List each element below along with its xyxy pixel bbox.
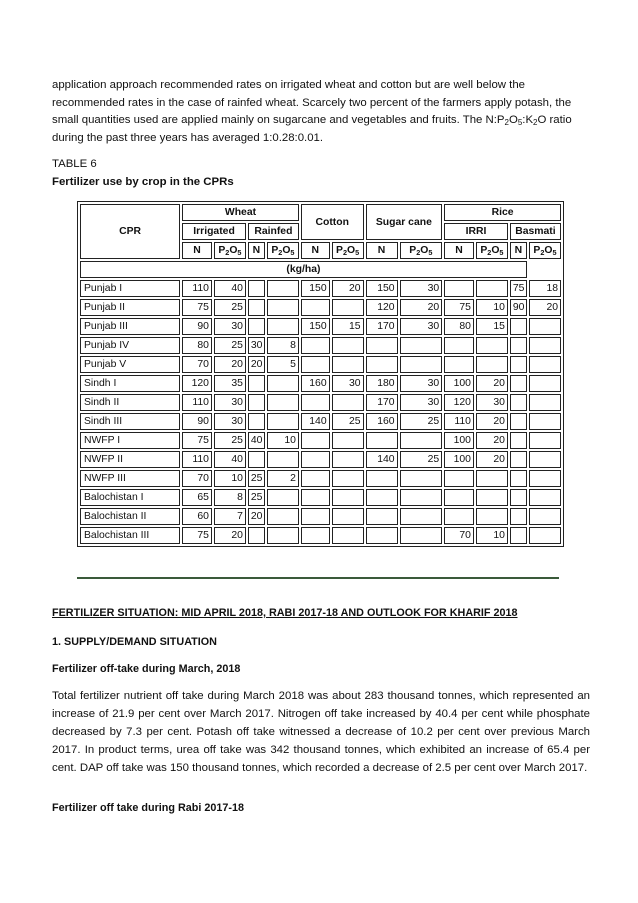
table-cell	[248, 451, 265, 468]
table-cell: 20	[529, 299, 561, 316]
table-cell	[301, 432, 330, 449]
table-cell	[510, 470, 527, 487]
table-row	[80, 451, 561, 468]
table-cell	[332, 508, 364, 525]
table-cell: 20	[476, 432, 508, 449]
table-cell: 15	[476, 318, 508, 335]
table-label: TABLE 6	[52, 158, 97, 170]
table-cell	[529, 318, 561, 335]
table-cell: 140	[301, 413, 330, 430]
irrigated-header: Irrigated	[182, 223, 246, 240]
table-cell: 8	[214, 489, 246, 506]
table-cell	[529, 527, 561, 544]
table-cell: 170	[366, 394, 398, 411]
row-label: Punjab I	[80, 280, 180, 297]
table-cell: 150	[301, 318, 330, 335]
table-cell	[444, 470, 474, 487]
table-cell: 80	[444, 318, 474, 335]
table-cell	[529, 375, 561, 392]
table-cell: 120	[182, 375, 212, 392]
table-cell	[248, 527, 265, 544]
table-cell	[510, 489, 527, 506]
table-cell	[476, 280, 508, 297]
row-label: NWFP II	[80, 451, 180, 468]
cotton-header: Cotton	[301, 204, 364, 240]
table-cell	[510, 508, 527, 525]
table-cell	[332, 527, 364, 544]
table-cell	[267, 299, 299, 316]
table-cell: 15	[332, 318, 364, 335]
table-cell: 10	[214, 470, 246, 487]
row-label: Punjab III	[80, 318, 180, 335]
table-cell	[529, 413, 561, 430]
table-cell	[248, 318, 265, 335]
table-cell	[529, 394, 561, 411]
wheat-header: Wheat	[182, 204, 299, 221]
table-cell: 110	[444, 413, 474, 430]
table-cell: 30	[214, 394, 246, 411]
nutrient-n-header: N	[301, 242, 330, 259]
table-cell: 25	[214, 432, 246, 449]
table-cell: 30	[248, 337, 265, 354]
table-cell: 180	[366, 375, 398, 392]
row-label: Sindh I	[80, 375, 180, 392]
table-cell: 75	[444, 299, 474, 316]
subsection-supply-demand: 1. SUPPLY/DEMAND SITUATION	[52, 636, 217, 648]
nutrient-n-header: N	[444, 242, 474, 259]
irri-header: IRRI	[444, 223, 508, 240]
table-cell: 75	[182, 299, 212, 316]
nutrient-p2o5-header: $P_2O_5$	[214, 242, 246, 259]
table-cell	[267, 413, 299, 430]
table-row	[80, 318, 561, 335]
table-cell	[444, 356, 474, 373]
table-cell: 150	[301, 280, 330, 297]
row-label: Punjab V	[80, 356, 180, 373]
table-row	[80, 470, 561, 487]
table-cell: 110	[182, 280, 212, 297]
table-cell	[476, 470, 508, 487]
table-cell	[301, 451, 330, 468]
intro-text-3: :K	[522, 114, 534, 126]
table-cell: 30	[400, 394, 443, 411]
table-cell	[400, 470, 443, 487]
table-row	[80, 375, 561, 392]
table-cell: 90	[182, 318, 212, 335]
table-cell: 75	[510, 280, 527, 297]
table-cell: 20	[332, 280, 364, 297]
table-cell	[267, 394, 299, 411]
table-cell	[332, 489, 364, 506]
row-label: Sindh II	[80, 394, 180, 411]
table-cell	[301, 299, 330, 316]
table-cell: 65	[182, 489, 212, 506]
table-cell: 10	[476, 527, 508, 544]
table-cell: 25	[214, 337, 246, 354]
table-cell	[529, 508, 561, 525]
table-cell: 110	[182, 451, 212, 468]
table-cell	[444, 508, 474, 525]
table-cell: 25	[400, 413, 443, 430]
table-cell	[301, 356, 330, 373]
table-cell: 25	[248, 470, 265, 487]
table-cell	[476, 337, 508, 354]
table-cell	[529, 432, 561, 449]
table-cell: 40	[214, 280, 246, 297]
nutrient-p2o5-header: $P_2O_5$	[529, 242, 561, 259]
table-cell	[510, 318, 527, 335]
row-label: NWFP I	[80, 432, 180, 449]
table-cell	[301, 470, 330, 487]
table-row	[80, 280, 561, 297]
intro-text-1: application approach recommended rates on irrigated wheat and cotton but are well below the recommended rates in the case of rainfed wheat. Scarcely two percent of the farmers apply potash, the small quantities used are applied mainly on sugarcane and vegetables and fruits. The N:P	[52, 79, 572, 126]
row-label: Balochistan II	[80, 508, 180, 525]
table-cell: 70	[444, 527, 474, 544]
table-cell	[510, 375, 527, 392]
table-cell	[510, 337, 527, 354]
table-cell: 20	[400, 299, 443, 316]
table-row	[80, 432, 561, 449]
table-cell	[248, 394, 265, 411]
table-cell: 120	[366, 299, 398, 316]
table-cell: 160	[366, 413, 398, 430]
table-cell	[510, 356, 527, 373]
table-cell: 100	[444, 375, 474, 392]
table-cell	[332, 470, 364, 487]
table-cell: 10	[267, 432, 299, 449]
table-cell	[444, 337, 474, 354]
row-label: Punjab IV	[80, 337, 180, 354]
table-cell: 160	[301, 375, 330, 392]
table-cell: 7	[214, 508, 246, 525]
table-cell	[332, 356, 364, 373]
offtake-paragraph: Total fertilizer nutrient off take during March 2018 was about 283 thousand tonnes, which represented an increase of 21.9 per cent over March 2017. Nitrogen off take increased by 40.4 per cent while phosphate decreased by 7.3 per cent. Potash off take witnessed a decrease of 10.2 per cent over previous March 2017. In product terms, urea off take was 342 thousand tonnes, which exhibited an increase of 65.4 per cent. DAP off take was 150 thousand tonnes, which recorded a decrease of 2.5 per cent over March 2017.	[52, 690, 590, 774]
table-cell: 80	[182, 337, 212, 354]
subsection-offtake-march: Fertilizer off-take during March, 2018	[52, 663, 241, 675]
sugarcane-header: Sugar cane	[366, 204, 443, 240]
table-cell: 20	[248, 508, 265, 525]
table-cell: 25	[214, 299, 246, 316]
table-cell	[332, 299, 364, 316]
table-cell	[301, 508, 330, 525]
table-cell: 20	[476, 451, 508, 468]
table-cell: 20	[476, 375, 508, 392]
table-cell	[267, 280, 299, 297]
table-cell	[529, 356, 561, 373]
nutrient-p2o5-header: $P_2O_5$	[267, 242, 299, 259]
rice-header: Rice	[444, 204, 561, 221]
table-cell: 90	[182, 413, 212, 430]
nutrient-n-header: N	[510, 242, 527, 259]
table-cell	[400, 489, 443, 506]
table-cell: 25	[332, 413, 364, 430]
table-cell: 170	[366, 318, 398, 335]
table-cell: 70	[182, 470, 212, 487]
table-cell	[510, 432, 527, 449]
table-cell	[510, 527, 527, 544]
table-cell: 40	[214, 451, 246, 468]
table-cell	[267, 451, 299, 468]
row-label: Punjab II	[80, 299, 180, 316]
table-cell	[332, 432, 364, 449]
row-label: Balochistan I	[80, 489, 180, 506]
table-cell	[400, 508, 443, 525]
nutrient-n-header: N	[248, 242, 265, 259]
table-cell	[510, 451, 527, 468]
nutrient-p2o5-header: $P_2O_5$	[332, 242, 364, 259]
table-row	[80, 527, 561, 544]
table-cell	[476, 489, 508, 506]
table-cell	[332, 451, 364, 468]
cpr-header: CPR	[80, 204, 180, 259]
table-cell: 140	[366, 451, 398, 468]
table-cell	[267, 489, 299, 506]
table-cell	[510, 394, 527, 411]
unit-header: (kg/ha)	[80, 261, 527, 278]
table-cell	[400, 337, 443, 354]
table-cell	[267, 527, 299, 544]
rainfed-header: Rainfed	[248, 223, 299, 240]
table-cell: 20	[214, 527, 246, 544]
table-cell: 90	[510, 299, 527, 316]
table-cell	[248, 280, 265, 297]
table-cell: 120	[444, 394, 474, 411]
table-cell	[301, 394, 330, 411]
fertilizer-table	[77, 201, 564, 547]
table-cell	[248, 413, 265, 430]
intro-sub-1: 2	[504, 118, 509, 127]
intro-sub-3: 2	[533, 118, 538, 127]
table-cell: 150	[366, 280, 398, 297]
table-cell	[267, 375, 299, 392]
intro-text-4: O ratio during the past three years has averaged 1:0.28:0.01.	[52, 114, 572, 144]
table-row	[80, 337, 561, 354]
table-cell: 35	[214, 375, 246, 392]
table-cell: 25	[248, 489, 265, 506]
nutrient-p2o5-header: $P_2O_5$	[476, 242, 508, 259]
table-cell	[444, 280, 474, 297]
subsection-offtake-rabi: Fertilizer off take during Rabi 2017-18	[52, 802, 244, 814]
table-row	[80, 394, 561, 411]
table-bottom-rule	[77, 577, 559, 579]
table-row	[80, 508, 561, 525]
table-cell	[248, 299, 265, 316]
table-cell: 10	[476, 299, 508, 316]
table-cell	[366, 527, 398, 544]
table-cell	[366, 489, 398, 506]
table-cell: 8	[267, 337, 299, 354]
table-cell: 30	[400, 280, 443, 297]
table-cell	[510, 413, 527, 430]
table-cell: 30	[476, 394, 508, 411]
table-cell: 20	[476, 413, 508, 430]
table-cell	[476, 508, 508, 525]
table-cell: 25	[400, 451, 443, 468]
row-label: Sindh III	[80, 413, 180, 430]
table-cell: 30	[214, 413, 246, 430]
row-label: Balochistan III	[80, 527, 180, 544]
table-cell: 30	[332, 375, 364, 392]
table-cell: 75	[182, 432, 212, 449]
table-cell	[301, 489, 330, 506]
table-cell: 30	[400, 375, 443, 392]
table-cell	[529, 489, 561, 506]
table-row	[80, 299, 561, 316]
nutrient-n-header: N	[366, 242, 398, 259]
table-cell	[332, 394, 364, 411]
table-cell: 100	[444, 432, 474, 449]
table-cell: 20	[214, 356, 246, 373]
table-cell	[267, 318, 299, 335]
table-cell	[366, 470, 398, 487]
table-cell: 20	[248, 356, 265, 373]
table-row	[80, 489, 561, 506]
table-title: Fertilizer use by crop in the CPRs	[52, 176, 234, 188]
table-cell: 100	[444, 451, 474, 468]
intro-sub-2: 5	[517, 118, 523, 127]
table-cell: 2	[267, 470, 299, 487]
row-label: NWFP III	[80, 470, 180, 487]
table-cell	[476, 356, 508, 373]
table-cell	[366, 432, 398, 449]
table-cell: 70	[182, 356, 212, 373]
table-cell: 75	[182, 527, 212, 544]
table-cell: 40	[248, 432, 265, 449]
intro-paragraph	[52, 77, 592, 147]
table-cell	[248, 375, 265, 392]
table-cell	[529, 337, 561, 354]
table-cell: 60	[182, 508, 212, 525]
table-cell	[400, 356, 443, 373]
table-cell	[400, 432, 443, 449]
intro-text-2: O	[508, 114, 518, 126]
table-cell: 30	[400, 318, 443, 335]
table-cell: 18	[529, 280, 561, 297]
table-row	[80, 356, 561, 373]
table-cell	[366, 337, 398, 354]
table-cell	[301, 527, 330, 544]
basmati-header: Basmati	[510, 223, 561, 240]
table-cell	[332, 337, 364, 354]
table-cell: 110	[182, 394, 212, 411]
table-cell	[400, 527, 443, 544]
table-cell	[529, 470, 561, 487]
table-cell	[366, 508, 398, 525]
table-cell: 30	[214, 318, 246, 335]
nutrient-p2o5-header: $P_2O_5$	[400, 242, 443, 259]
table-cell	[529, 451, 561, 468]
table-cell	[444, 489, 474, 506]
nutrient-n-header: N	[182, 242, 212, 259]
table-row	[80, 413, 561, 430]
table-cell	[267, 508, 299, 525]
section-heading: FERTILIZER SITUATION: MID APRIL 2018, RABI 2017-18 AND OUTLOOK FOR KHARIF 2018	[52, 607, 518, 619]
table-cell	[366, 356, 398, 373]
table-cell: 5	[267, 356, 299, 373]
table-cell	[301, 337, 330, 354]
